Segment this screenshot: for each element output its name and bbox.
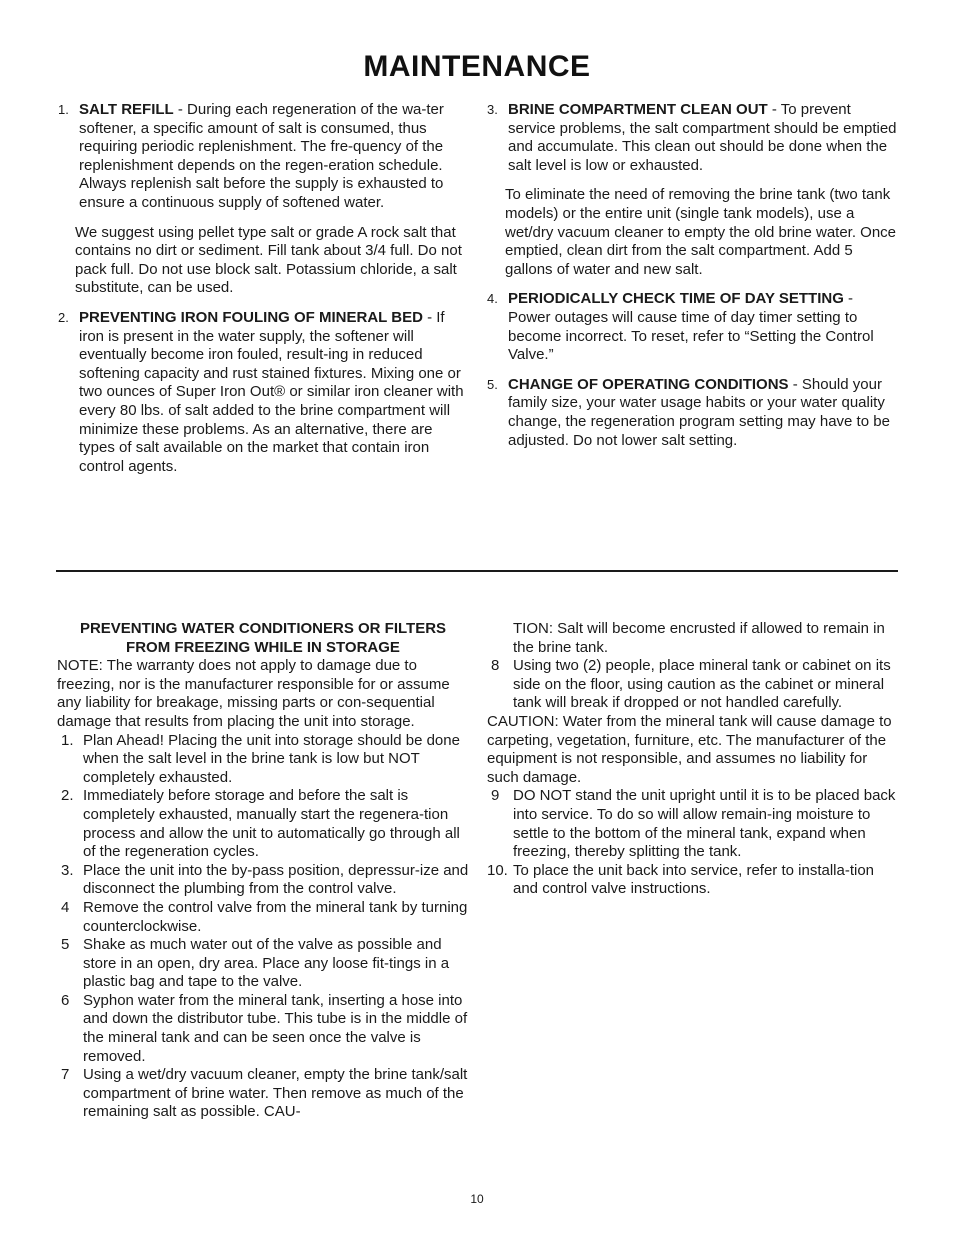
- storage-step: [487, 787, 897, 861]
- storage-step: [57, 899, 469, 936]
- step-text: Plan Ahead! Placing the unit into storage should be done when the salt level in the brine tank is low but NOT completely exhausted.: [83, 731, 460, 786]
- item-heading: BRINE COMPARTMENT CLEAN OUT: [508, 101, 768, 118]
- maintenance-right-column: [487, 101, 897, 450]
- step-number: 5: [61, 936, 70, 954]
- item-text: [79, 101, 470, 213]
- item-number: 5.: [487, 376, 498, 392]
- storage-right-column: [487, 620, 897, 899]
- item-body: - To prevent service problems, the salt compartment should be emptied and accumulate. This clean out should be done when the salt level is low or exhausted.: [508, 101, 897, 174]
- section-divider: [56, 570, 898, 572]
- storage-heading-line2: FROM FREEZING WHILE IN STORAGE: [126, 638, 400, 656]
- step-number: 1.: [61, 731, 74, 749]
- item-text: [508, 101, 897, 175]
- storage-note: NOTE: The warranty does not apply to damage due to freezing, nor is the manufacturer responsible for or assume any liability for breakage, missing parts or con-sequential damage that results from placing the unit into storage.: [57, 657, 450, 730]
- item-body: - If iron is present in the water supply, the softener will eventually become iron fouled, result-ing in reduced softening capacity and rust stained fixtures. Mixing one or two ounces of Super Iron Out® or similar iron cleaner with every 80 lbs. of salt added to the brine compartment will minimize these problems. As an alternative, there are types of salt available on the market that contain iron control agents.: [79, 308, 464, 475]
- salt-refill-item: [58, 101, 470, 213]
- storage-step: [57, 936, 469, 992]
- step-text: Remove the control valve from the mineral tank by turning counterclockwise.: [83, 898, 468, 935]
- brine-clean-out-paragraph: To eliminate the need of removing the brine tank (two tank models) or the entire unit (single tank models), use a wet/dry vacuum cleaner to empty the old brine water. Once emptied, clean dirt from the salt compartment. Add 5 gallons of water and new salt.: [505, 186, 897, 278]
- step-text: Immediately before storage and before the salt is completely exhausted, manually start the regenera-tion process and allow the unit to automatically go through all of the regeneration cycles.: [83, 787, 460, 861]
- step-number: 9: [491, 787, 500, 805]
- step-number: 6: [61, 991, 70, 1009]
- storage-heading-line1: PREVENTING WATER CONDITIONERS OR FILTERS: [79, 620, 447, 637]
- step-number: 8: [491, 657, 500, 675]
- storage-step: [57, 1066, 469, 1122]
- storage-steps-list: [57, 732, 469, 1122]
- item-number: 1.: [58, 102, 69, 117]
- step7-continuation: TION: Salt will become encrusted if allowed to remain in the brine tank.: [513, 620, 885, 656]
- item-heading: CHANGE OF OPERATING CONDITIONS: [508, 375, 789, 393]
- item-body: - During each regeneration of the wa-ter softener, a specific amount of salt is consumed, thus requiring periodic replenishment. The fre-quency of the replenishment depends on the regen-eration schedule. Always replenish salt before the supply is exhausted to ensure a continuous supply of softened water.: [79, 101, 444, 211]
- item-number: 4.: [487, 291, 498, 307]
- item-text: [508, 376, 897, 450]
- salt-refill-paragraph: We suggest using pellet type salt or grade A rock salt that contains no dirt or sediment. Fill tank about 3/4 full. Do not pack full. Do not use block salt. Potassium chloride, a salt substitute, can be used.: [75, 223, 462, 297]
- step-number: 3.: [61, 861, 74, 879]
- step-text: To place the unit back into service, refer to installa-tion and control valve instructions.: [513, 861, 875, 898]
- step-text: Using two (2) people, place mineral tank or cabinet on its side on the floor, using caution as the cabinet or mineral tank will break if dropped or not handled carefully.: [513, 657, 891, 712]
- time-of-day-item: [487, 290, 897, 364]
- item-text: [508, 290, 897, 364]
- step-text: DO NOT stand the unit upright until it is to be placed back into service. To do so will allow remain-ing moisture to settle to the bottom of the mineral tank, expand when freezing, thereby splitting the tank.: [513, 787, 896, 861]
- brine-clean-out-item: [487, 101, 897, 175]
- item-heading: SALT REFILL: [79, 101, 174, 118]
- storage-step: [57, 732, 469, 788]
- step-number: 10.: [487, 861, 508, 879]
- iron-fouling-item: [58, 309, 470, 476]
- storage-step: [57, 992, 469, 1066]
- storage-step: [487, 862, 897, 899]
- page-number: 10: [470, 1192, 484, 1206]
- item-number: 2.: [58, 309, 69, 325]
- item-body: - Power outages will cause time of day timer setting to become incorrect. To reset, refer to “Setting the Control Valve.”: [508, 290, 874, 364]
- step-text: Syphon water from the mineral tank, inserting a hose into and down the distributor tube. This tube is in the middle of the mineral tank and can be seen once the valve is removed.: [83, 991, 468, 1065]
- step-number: 2.: [61, 787, 74, 805]
- item-heading: PREVENTING IRON FOULING OF MINERAL BED: [79, 308, 423, 326]
- storage-caution: CAUTION: Water from the mineral tank will cause damage to carpeting, vegetation, furniture, etc. The manufacturer of the equipment is not responsible, and assumes no liability for such damage.: [487, 712, 892, 786]
- step-text: Shake as much water out of the valve as possible and store in an open, dry area. Place any loose fit-tings in a plastic bag and tape to the valve.: [83, 936, 450, 991]
- item-heading: PERIODICALLY CHECK TIME OF DAY SETTING: [508, 290, 844, 308]
- storage-step: [57, 862, 469, 899]
- step-number: 7: [61, 1066, 70, 1084]
- maintenance-left-column: [58, 101, 470, 476]
- step-text: Place the unit into the by-pass position, depressur-ize and disconnect the plumbing from the control valve.: [83, 861, 469, 898]
- item-number: 3.: [487, 102, 498, 117]
- page-title: MAINTENANCE: [363, 50, 591, 83]
- item-text: [79, 309, 470, 476]
- item-body: - Should your family size, your water usage habits or your water quality change, the regeneration program setting may have to be adjusted. Do not lower salt setting.: [508, 375, 890, 449]
- storage-step: [57, 787, 469, 861]
- storage-left-column: [57, 620, 469, 1122]
- step-number: 4: [61, 898, 70, 916]
- step-text: Using a wet/dry vacuum cleaner, empty the brine tank/salt compartment of brine water. Then remove as much of the remaining salt as possible. CAU-: [83, 1066, 468, 1121]
- operating-conditions-item: [487, 376, 897, 450]
- storage-step: [487, 657, 897, 713]
